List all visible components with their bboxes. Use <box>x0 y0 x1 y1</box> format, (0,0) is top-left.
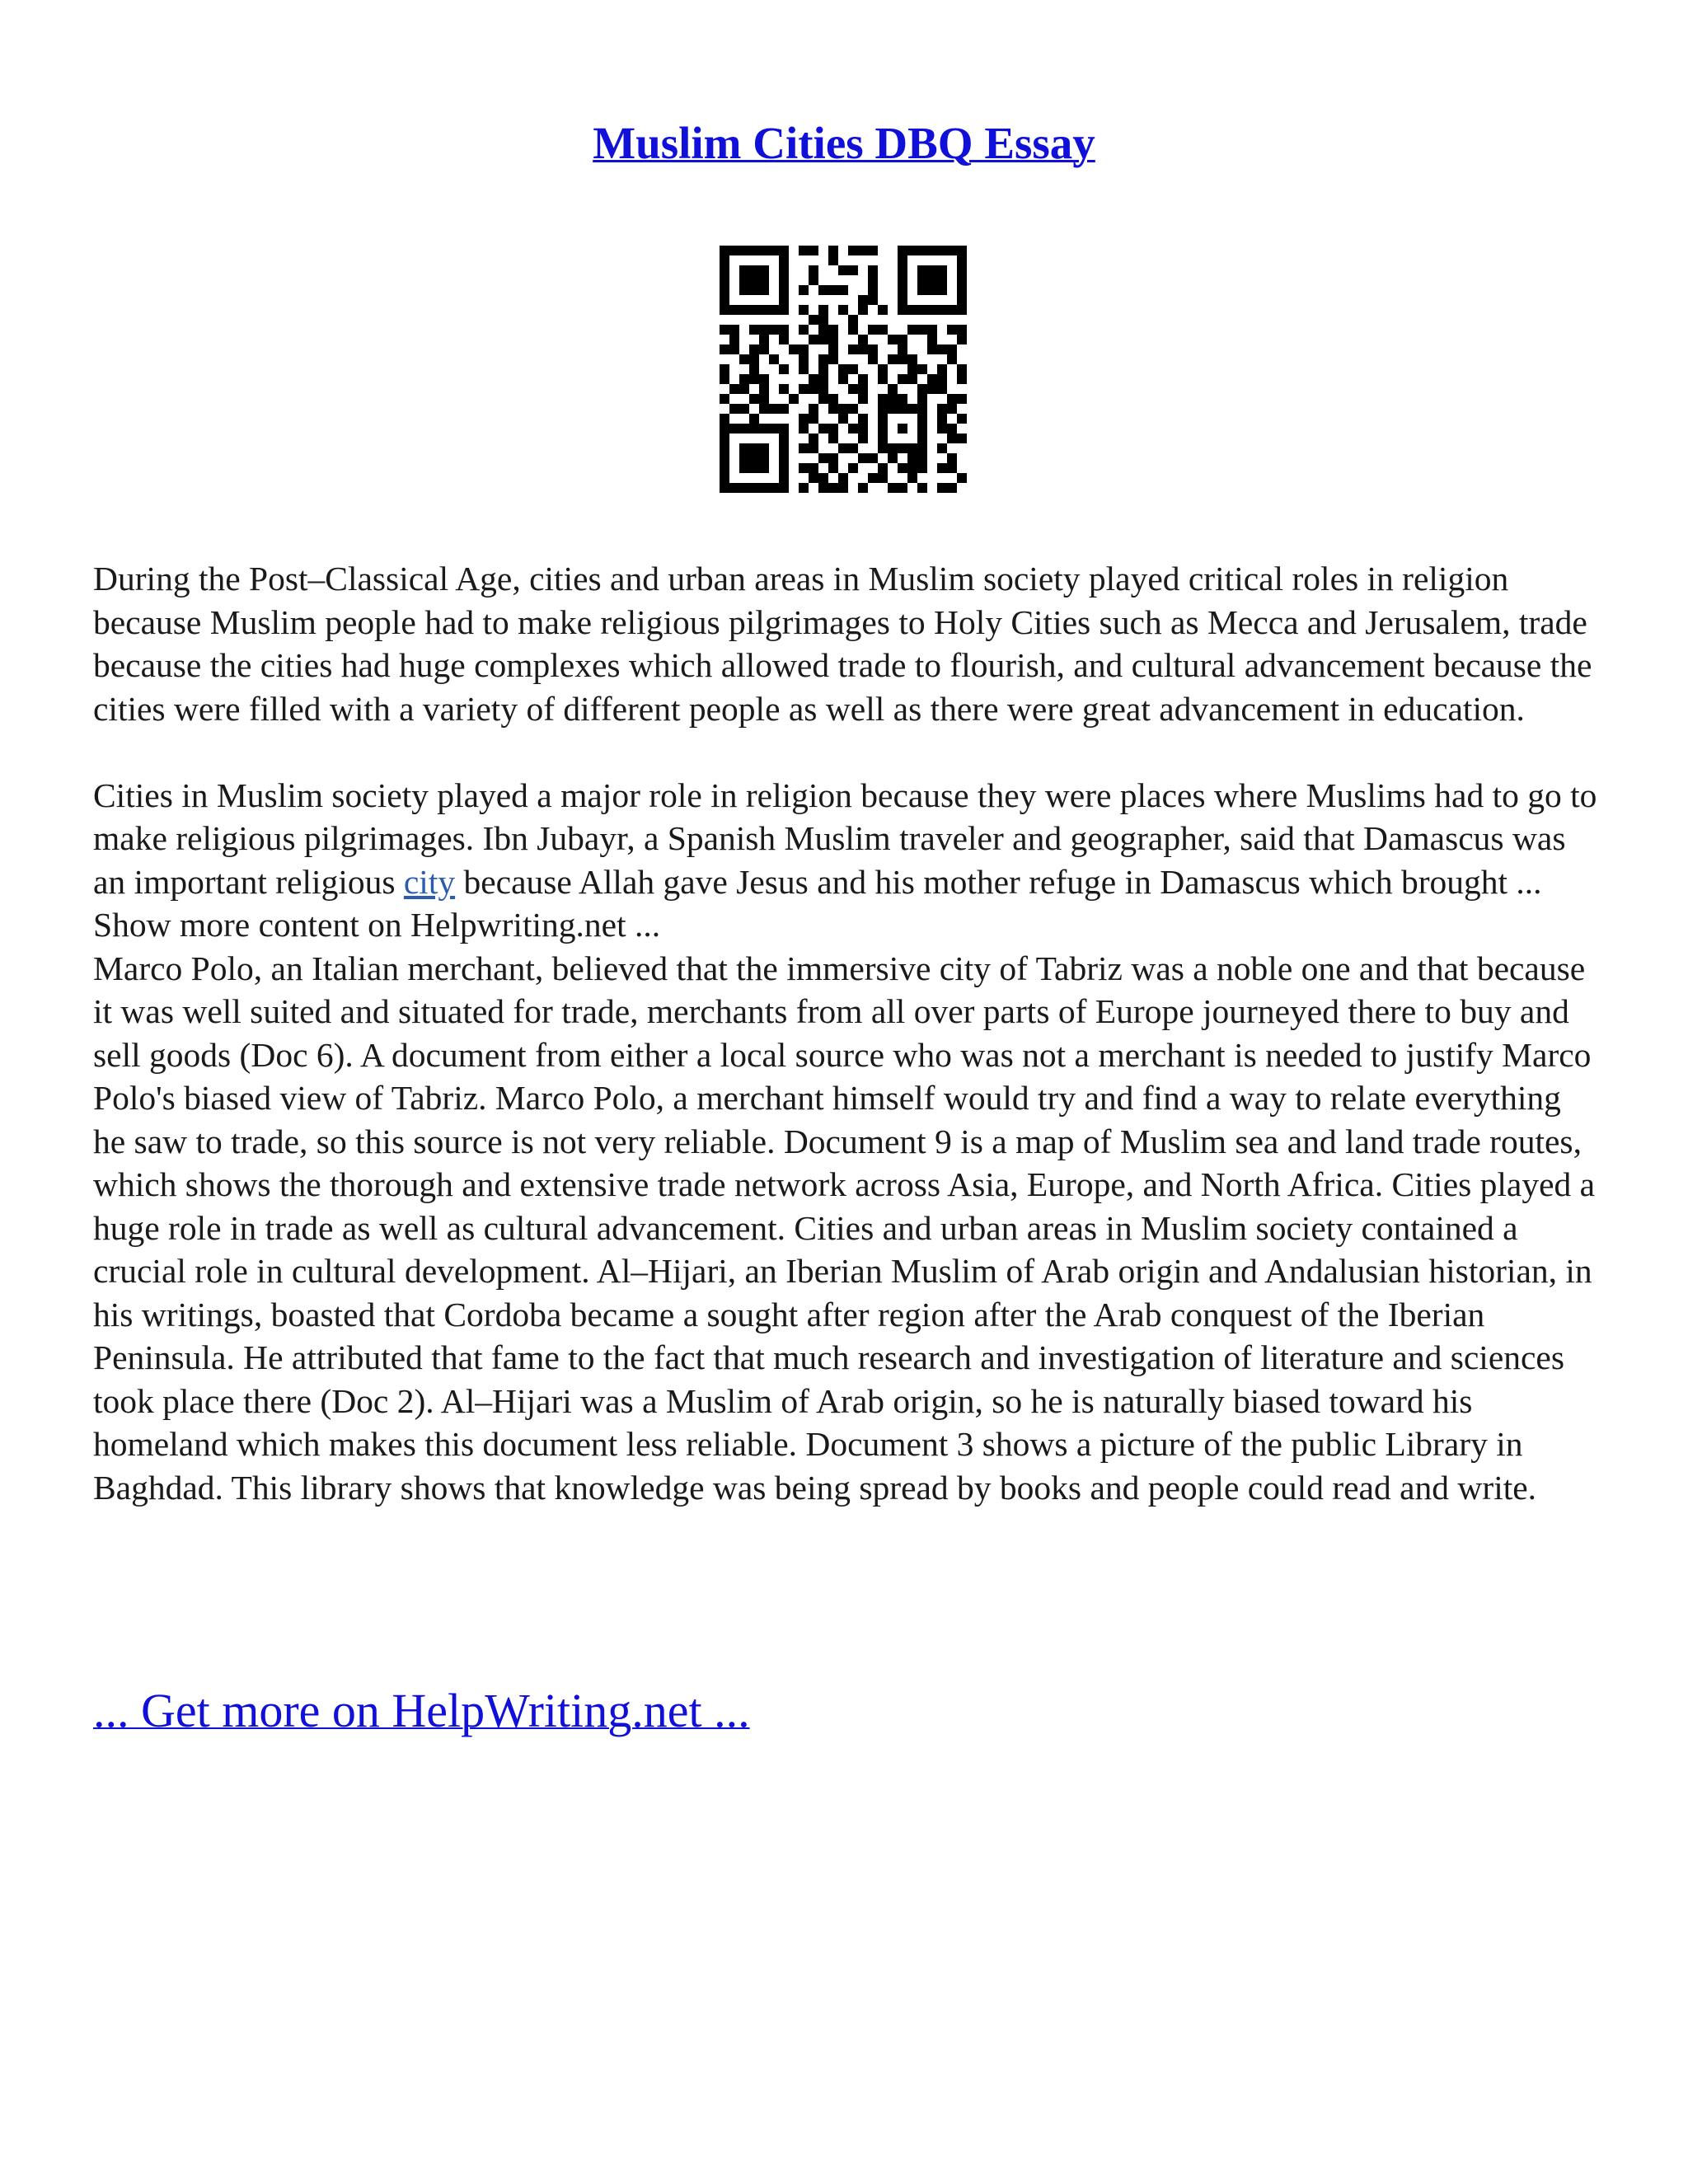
qr-code-icon <box>720 246 967 493</box>
city-link[interactable]: city <box>403 862 456 901</box>
intro-paragraph: During the Post–Classical Age, cities and urban areas in Muslim society played critical roles in religion because Muslim people had to make religious pilgrimages to Holy Cities such as Mecca and Jerusalem, trade because the cities had huge complexes which allowed trade to flourish, and cultural advancement because the cities were filled with a variety of different people as well as there were great advancement in education. <box>93 560 1592 728</box>
religion-text-end: because Allah gave Jesus and his mother refuge in Damascus which brought ... Show more content on Helpwriting.net ... <box>93 862 1542 944</box>
get-more-link[interactable]: ... Get more on HelpWriting.net ... <box>93 1684 750 1737</box>
religion-paragraph <box>93 774 1601 947</box>
page-title <box>0 114 1688 173</box>
religion-text-start: Cities in Muslim society played a major role in religion because they were places where Muslims had to go to make religious pilgrimages. Ibn Jubayr, a Spanish Muslim traveler and geographer, said that Damascus was an important religious <box>93 776 1597 901</box>
trade-culture-paragraph: Marco Polo, an Italian merchant, believed that the immersive city of Tabriz was a noble one and that because it was well suited and situated for trade, merchants from all over parts of Europe journeyed there to buy and sell goods (Doc 6). A document from either a local source who was not a merchant is needed to justify Marco Polo's biased view of Tabriz. Marco Polo, a merchant himself would try and find a way to relate everything he saw to trade, so this source is not very reliable. Document 9 is a map of Muslim sea and land trade routes, which shows the thorough and extensive trade network across Asia, Europe, and North Africa. Cities played a huge role in trade as well as cultural advancement. Cities and urban areas in Muslim society contained a crucial role in cultural development. Al–Hijari, an Iberian Muslim of Arab origin and Andalusian historian, in his writings, boasted that Cordoba became a sought after region after the Arab conquest of the Iberian Peninsula. He attributed that fame to the fact that much research and investigation of literature and sciences took place there (Doc 2). Al–Hijari was a Muslim of Arab origin, so he is naturally biased toward his homeland which makes this document less reliable. Document 3 shows a picture of the public Library in Baghdad. This library shows that knowledge was being spread by books and people could read and write. <box>93 949 1596 1507</box>
title-link[interactable]: Muslim Cities DBQ Essay <box>593 118 1095 168</box>
essay-body <box>93 557 1601 1509</box>
get-more-container <box>93 1681 750 1741</box>
